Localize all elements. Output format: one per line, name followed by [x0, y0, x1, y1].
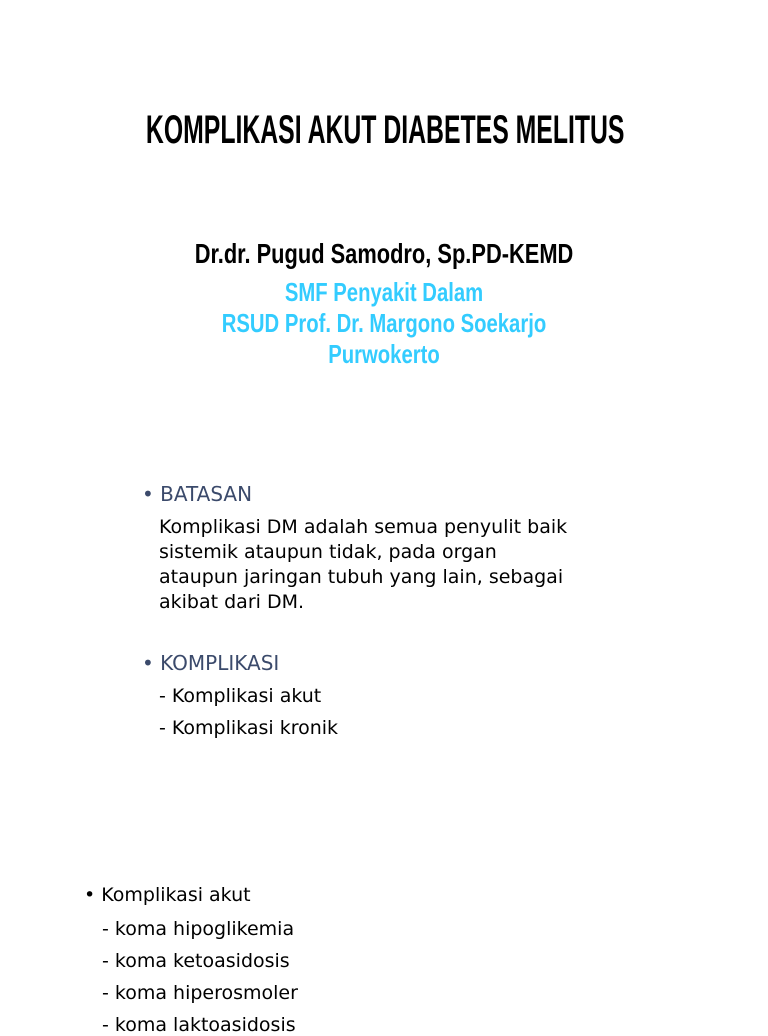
komplikasi-item-akut: - Komplikasi akut [159, 685, 322, 707]
paragraph-line: ataupun jaringan tubuh yang lain, sebagai [159, 566, 564, 588]
affiliation-department: SMF Penyakit Dalam [284, 277, 484, 307]
paragraph-line: akibat dari DM. [159, 591, 305, 613]
list-item: - koma ketoasidosis [102, 950, 290, 972]
batasan-paragraph [159, 515, 629, 615]
komplikasi-heading: • KOMPLIKASI [142, 651, 280, 675]
affiliation-city: Purwokerto [328, 339, 440, 369]
komplikasi-item-kronik: - Komplikasi kronik [159, 717, 339, 739]
paragraph-line: sistemik ataupun tidak, pada organ [159, 541, 497, 563]
slide-title: KOMPLIKASI AKUT DIABETES MELITUS [145, 108, 625, 152]
affiliation-hospital: RSUD Prof. Dr. Margono Soekarjo [221, 308, 547, 338]
list-item: - koma hipoglikemia [102, 918, 295, 940]
komplikasi-akut-heading: • Komplikasi akut [84, 884, 251, 906]
batasan-heading: • BATASAN [142, 482, 253, 506]
list-item: - koma laktoasidosis [102, 1014, 296, 1036]
list-item: - koma hiperosmoler [102, 982, 298, 1004]
paragraph-line: Komplikasi DM adalah semua penyulit baik [159, 516, 568, 538]
author-name: Dr.dr. Pugud Samodro, Sp.PD-KEMD [194, 238, 574, 269]
